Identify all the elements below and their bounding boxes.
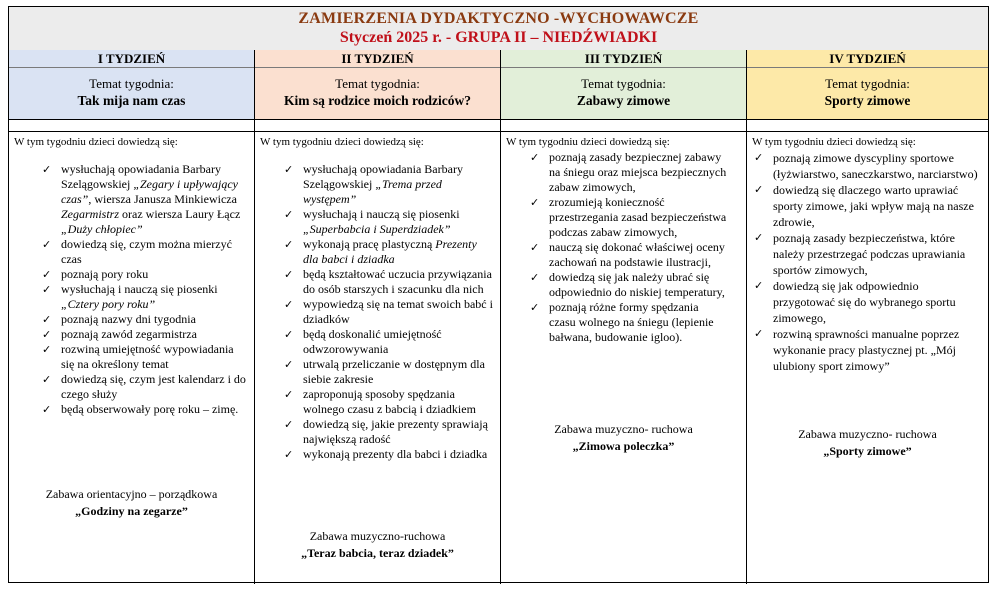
check-icon: ✓ [42, 268, 52, 281]
goal-text: dowiedzą się jak odpowiednio przygotować się do wybranego sportu zimowego, [773, 279, 956, 325]
goal-item [39, 312, 249, 327]
week-label: I TYDZIEŃ [97, 51, 166, 66]
goal-text: Prezenty dla babci i dziadka [303, 237, 477, 266]
goal-text: wysłuchają i nauczą się piosenki [61, 282, 218, 296]
check-icon: ✓ [530, 196, 540, 209]
week-label: II TYDZIEŃ [341, 51, 414, 66]
goal-item [39, 282, 249, 312]
check-icon: ✓ [284, 418, 294, 431]
goal-text: poznają różne formy spędzania czasu wolnego na śniegu (lepienie bałwana, budowanie igloo). [549, 300, 714, 344]
goal-text: wykonają pracę plastyczną [303, 237, 436, 251]
intro-text: W tym tygodniu dzieci dowiedzą się: [506, 136, 670, 148]
check-icon: ✓ [42, 328, 52, 341]
week-3-header [501, 50, 747, 120]
spacer-cell [501, 120, 747, 132]
check-icon: ✓ [42, 283, 52, 296]
play-label: Zabawa orientacyjno – porządkowa [45, 487, 218, 501]
goal-item [39, 267, 249, 282]
play-block [501, 422, 746, 454]
goal-item [39, 162, 249, 237]
goals-list [751, 150, 983, 374]
check-icon: ✓ [530, 241, 540, 254]
play-label: Zabawa muzyczno-ruchowa [309, 529, 446, 543]
goal-item [751, 230, 983, 278]
play-title: „Godziny na zegarze” [75, 504, 188, 518]
document-title: ZAMIERZENIA DYDAKTYCZNO -WYCHOWAWCZE [298, 10, 699, 27]
topic-label: Temat tygodnia: [825, 76, 910, 91]
check-icon: ✓ [284, 328, 294, 341]
plan-table [8, 6, 989, 583]
goal-text: dowiedzą się, czym jest kalendarz i do czego służy [61, 372, 246, 401]
week-separator [747, 67, 988, 68]
week-label: IV TYDZIEŃ [829, 51, 906, 66]
goal-text: wysłuchają i nauczą się piosenki [303, 207, 460, 221]
topic-title: Sporty zimowe [824, 93, 911, 108]
intro-text: W tym tygodniu dzieci dowiedzą się: [260, 136, 424, 148]
document-subtitle: Styczeń 2025 r. - GRUPA II – NIEDŹWIADKI [339, 29, 658, 46]
goal-item [281, 267, 493, 297]
goal-text: wykonają prezenty dla babci i dziadka [303, 447, 488, 461]
play-title: „Teraz babcia, teraz dziadek” [301, 546, 454, 560]
play-title: „Zimowa poleczka” [572, 439, 675, 453]
goal-text: poznają zimowe dyscypliny sportowe (łyżwiarstwo, saneczkarstwo, narciarstwo) [773, 151, 978, 181]
check-icon: ✓ [42, 403, 52, 416]
play-block [255, 529, 500, 561]
goal-text: utrwalą przeliczanie w dostępnym dla siebie zakresie [303, 357, 485, 386]
check-icon: ✓ [754, 279, 764, 292]
week-separator [255, 67, 500, 68]
goal-text: poznają zawód zegarmistrza [61, 327, 197, 341]
week-4-header [747, 50, 988, 120]
week-separator [9, 67, 254, 68]
check-icon: ✓ [42, 163, 52, 176]
goal-text: będą kształtować uczucia przywiązania do osób starszych i szacunku dla nich [303, 267, 492, 296]
goal-text: rozwiną umiejętność wypowiadania się na określony temat [61, 342, 234, 371]
spacer-cell [255, 120, 501, 132]
goal-item [751, 182, 983, 230]
goal-text: poznają pory roku [61, 267, 149, 281]
check-icon: ✓ [754, 183, 764, 196]
goal-item [751, 150, 983, 182]
goal-item [39, 327, 249, 342]
goal-item [39, 372, 249, 402]
check-icon: ✓ [42, 313, 52, 326]
goal-text: „Cztery pory roku” [61, 297, 156, 311]
check-icon: ✓ [284, 238, 294, 251]
play-block [747, 427, 988, 459]
spacer-cell [747, 120, 988, 132]
goal-text: poznają zasady bezpiecznej zabawy na śniegu oraz miejsca bezpiecznych zabaw zimowych, [549, 150, 727, 194]
goal-item [527, 300, 727, 345]
goal-text: dowiedzą się jak należy ubrać się odpowiednio do niskiej temperatury, [549, 270, 725, 299]
goal-item [527, 195, 727, 240]
goal-text: „Superbabcia i Superdziadek” [303, 222, 451, 236]
goal-text: , wiersza Janusza Minkiewicza [88, 192, 237, 206]
goal-item [281, 207, 493, 237]
goal-item [39, 342, 249, 372]
check-icon: ✓ [754, 231, 764, 244]
goal-text: dowiedzą się, czym można mierzyć czas [61, 237, 232, 266]
goal-text: dowiedzą się dlaczego warto uprawiać sporty zimowe, jaki wpływ mają na nasze zdrowie, [773, 183, 974, 229]
play-label: Zabawa muzyczno- ruchowa [554, 422, 693, 436]
check-icon: ✓ [284, 358, 294, 371]
title-row [9, 7, 988, 51]
check-icon: ✓ [530, 271, 540, 284]
intro-text: W tym tygodniu dzieci dowiedzą się: [752, 136, 916, 148]
check-icon: ✓ [284, 448, 294, 461]
goal-item [527, 270, 727, 300]
goal-item [281, 417, 493, 447]
check-icon: ✓ [42, 373, 52, 386]
goal-item [751, 278, 983, 326]
goal-item [527, 150, 727, 195]
topic-label: Temat tygodnia: [89, 76, 174, 91]
check-icon: ✓ [284, 268, 294, 281]
goal-item [281, 447, 493, 462]
week-3-content [501, 132, 747, 584]
goal-text: wypowiedzą się na temat swoich babć i dziadków [303, 297, 493, 326]
goal-text: „Zegary i upływający czas” [61, 177, 238, 206]
goal-item [281, 387, 493, 417]
goal-item [281, 327, 493, 357]
goal-item [281, 357, 493, 387]
goal-text: będą doskonalić umiejętność odwzorowywania [303, 327, 442, 356]
goal-text: będą obserwowały porę roku – zimę. [61, 402, 239, 416]
goal-item [39, 402, 249, 417]
goal-text: zaproponują sposoby spędzania wolnego czasu z babcią i dziadkiem [303, 387, 476, 416]
check-icon: ✓ [754, 327, 764, 340]
week-1-header [9, 50, 255, 120]
goal-text: oraz wiersza Laury Łącz [119, 207, 241, 221]
check-icon: ✓ [42, 238, 52, 251]
check-icon: ✓ [284, 163, 294, 176]
spacer-cell [9, 120, 255, 132]
play-label: Zabawa muzyczno- ruchowa [798, 427, 937, 441]
goal-item [39, 237, 249, 267]
goal-text: poznają zasady bezpieczeństwa, które należy przestrzegać podczas uprawiania sportów zimowych, [773, 231, 966, 277]
goal-text: nauczą się dokonać właściwej oceny zachowań na podstawie ilustracji, [549, 240, 725, 269]
week-4-content [747, 132, 988, 584]
goal-text: dowiedzą się, jakie prezenty sprawiają największą radość [303, 417, 488, 446]
week-label: III TYDZIEŃ [584, 51, 663, 66]
goals-list [281, 162, 493, 462]
goal-text: Zegarmistrz [61, 207, 120, 221]
goal-text: „Duży chłopiec” [61, 222, 143, 236]
intro-text: W tym tygodniu dzieci dowiedzą się: [14, 136, 178, 148]
check-icon: ✓ [284, 298, 294, 311]
topic-label: Temat tygodnia: [335, 76, 420, 91]
goal-text: wysłuchają opowiadania Barbary Szelągowskiej [61, 162, 221, 191]
check-icon: ✓ [530, 151, 540, 164]
goal-item [281, 297, 493, 327]
check-icon: ✓ [284, 208, 294, 221]
topic-label: Temat tygodnia: [581, 76, 666, 91]
goals-list [527, 150, 727, 345]
goal-item [281, 237, 493, 267]
goal-item [527, 240, 727, 270]
check-icon: ✓ [42, 343, 52, 356]
topic-title: Kim są rodzice moich rodziców? [284, 93, 471, 108]
goal-text: wysłuchają opowiadania Barbary Szelągowskiej [303, 162, 463, 191]
check-icon: ✓ [284, 388, 294, 401]
play-title: „Sporty zimowe” [823, 444, 912, 458]
topic-title: Zabawy zimowe [576, 93, 671, 108]
goal-text: poznają nazwy dni tygodnia [61, 312, 196, 326]
goal-item [281, 162, 493, 207]
week-separator [501, 67, 746, 68]
topic-title: Tak mija nam czas [77, 93, 186, 108]
goal-text: zrozumieją konieczność przestrzegania zasad bezpieczeństwa podczas zabaw zimowych, [549, 195, 727, 239]
week-2-content [255, 132, 501, 584]
goal-item [751, 326, 983, 374]
week-2-header [255, 50, 501, 120]
goal-text: „Trema przed występem” [303, 177, 442, 206]
goal-text: rozwiną sprawności manualne poprzez wykonanie pracy plastycznej pt. „Mój ulubiony sport zimowy” [773, 327, 960, 373]
play-block [9, 487, 254, 519]
check-icon: ✓ [754, 151, 764, 164]
week-1-content [9, 132, 255, 584]
goals-list [39, 162, 249, 417]
check-icon: ✓ [530, 301, 540, 314]
